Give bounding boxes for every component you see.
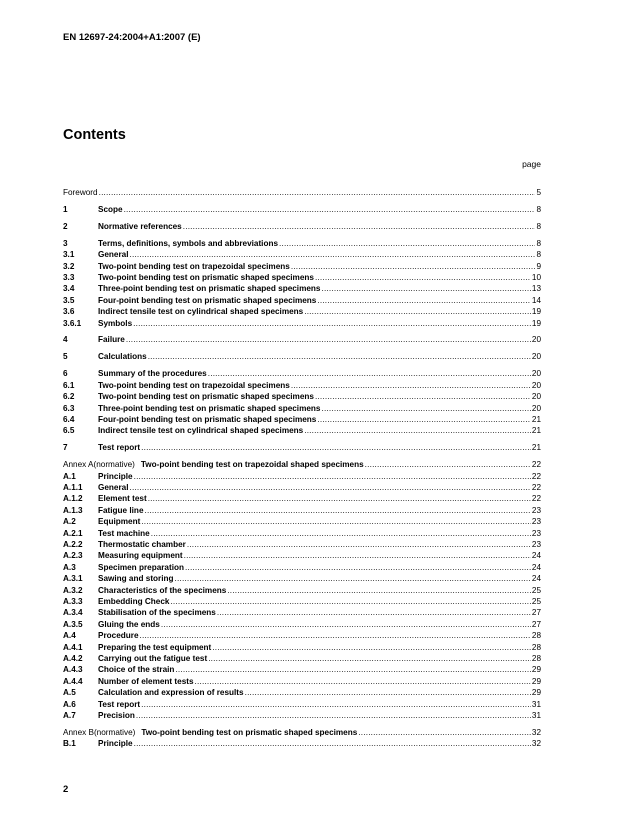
- toc-leader-dots: [245, 687, 531, 698]
- toc-entry[interactable]: [63, 607, 541, 618]
- toc-entry-title: Principle: [98, 739, 133, 749]
- toc-entry[interactable]: [63, 459, 541, 470]
- toc-entry-title: Indirect tensile test on cylindrical shaped specimens: [98, 307, 304, 317]
- toc-leader-dots: [291, 261, 536, 272]
- table-of-contents: [63, 187, 541, 750]
- toc-page-number: 9: [536, 261, 541, 271]
- page-number: 2: [63, 784, 69, 795]
- toc-page-number: 20: [531, 335, 541, 345]
- toc-entry[interactable]: [63, 482, 541, 493]
- toc-leader-dots: [141, 699, 531, 710]
- toc-page-number: 23: [531, 528, 541, 538]
- toc-entry-title: General: [98, 482, 129, 492]
- toc-entry-title: Failure: [98, 335, 125, 345]
- toc-entry-title: Procedure: [98, 631, 139, 641]
- toc-leader-dots: [217, 607, 531, 618]
- toc-entry[interactable]: [63, 528, 541, 539]
- toc-leader-dots: [291, 380, 531, 391]
- toc-entry-number: A.2.3: [63, 551, 83, 561]
- toc-entry[interactable]: [63, 391, 541, 402]
- toc-entry-number: A.7: [63, 711, 76, 721]
- toc-leader-dots: [279, 238, 535, 249]
- toc-page-number: 22: [531, 460, 541, 470]
- toc-entry-number: A.2.2: [63, 539, 83, 549]
- toc-entry[interactable]: [63, 585, 541, 596]
- toc-entry[interactable]: [63, 334, 541, 345]
- toc-entry-title: Three-point bending test on prismatic shaped specimens: [98, 403, 321, 413]
- toc-entry[interactable]: [63, 539, 541, 550]
- toc-page-number: 20: [531, 352, 541, 362]
- toc-leader-dots: [145, 505, 531, 516]
- toc-entry-title: Embedding Check: [98, 597, 170, 606]
- toc-entry[interactable]: [63, 187, 541, 198]
- toc-page-number: 22: [531, 482, 541, 492]
- toc-entry-number: 3.6.1: [63, 318, 82, 328]
- toc-page-number: 28: [531, 631, 541, 641]
- toc-leader-dots: [134, 738, 531, 749]
- toc-entry-number: 2: [63, 221, 68, 231]
- toc-leader-dots: [148, 493, 531, 504]
- toc-entry[interactable]: [63, 425, 541, 436]
- toc-entry-number: 5: [63, 352, 68, 362]
- toc-entry[interactable]: [63, 738, 541, 749]
- toc-page-number: 19: [531, 307, 541, 317]
- toc-page-number: 29: [531, 665, 541, 675]
- toc-leader-dots: [124, 204, 536, 215]
- toc-entry[interactable]: [63, 306, 541, 317]
- toc-page-number: 21: [531, 426, 541, 436]
- toc-entry[interactable]: [63, 471, 541, 482]
- toc-entry-number: A.4.1: [63, 642, 83, 652]
- toc-page-number: 31: [531, 699, 541, 709]
- toc-page-number: 20: [531, 380, 541, 390]
- toc-leader-dots: [175, 573, 531, 584]
- toc-entry-title: Measuring equipment: [98, 551, 183, 561]
- toc-entry-number: A.1: [63, 471, 76, 481]
- toc-entry-title: Two-point bending test on trapezoidal specimens: [98, 380, 290, 390]
- toc-entry-number: A.3.5: [63, 619, 83, 629]
- toc-entry[interactable]: [63, 272, 541, 283]
- toc-entry-title: Calculation and expression of results: [98, 688, 244, 698]
- toc-entry-title: Choice of the strain: [98, 665, 175, 675]
- toc-leader-dots: [304, 425, 531, 436]
- toc-page-number: 29: [531, 676, 541, 686]
- toc-entry-title: Fatigue line: [98, 505, 144, 515]
- toc-leader-dots: [208, 368, 531, 379]
- toc-entry-title: Test report: [98, 443, 141, 453]
- toc-entry-number: 6: [63, 369, 68, 379]
- toc-entry-title: Scope: [98, 204, 123, 214]
- toc-entry-title: Gluing the ends: [98, 619, 160, 629]
- toc-entry-title: Three-point bending test on prismatic shaped specimens: [98, 284, 321, 294]
- toc-entry-title: Calculations: [98, 352, 147, 362]
- toc-entry-number: 3.6: [63, 307, 75, 317]
- toc-page-number: 19: [531, 318, 541, 328]
- toc-entry[interactable]: [63, 619, 541, 630]
- document-header: EN 12697-24:2004+A1:2007 (E): [63, 32, 201, 43]
- toc-entry-number: A.1.1: [63, 482, 83, 492]
- toc-entry-title: Foreword: [63, 188, 98, 197]
- toc-leader-dots: [126, 334, 531, 345]
- toc-entry-title: Precision: [98, 711, 135, 721]
- toc-leader-dots: [183, 221, 536, 232]
- toc-leader-dots: [321, 403, 530, 414]
- toc-leader-dots: [161, 619, 531, 630]
- toc-leader-dots: [130, 482, 531, 493]
- toc-leader-dots: [151, 528, 531, 539]
- toc-entry-number: B.1: [63, 739, 76, 749]
- toc-leader-dots: [175, 664, 530, 675]
- toc-entry-number: 6.5: [63, 426, 75, 436]
- toc-page-number: 24: [531, 551, 541, 561]
- toc-entry-title: Preparing the test equipment: [98, 642, 212, 652]
- toc-leader-dots: [321, 283, 530, 294]
- toc-entry[interactable]: [63, 295, 541, 306]
- toc-entry-number: A.6: [63, 699, 76, 709]
- toc-entry-number: 3.4: [63, 284, 75, 294]
- toc-entry-title: Element test: [98, 494, 147, 504]
- page-title: Contents: [63, 127, 126, 143]
- toc-page-number: 23: [531, 517, 541, 527]
- toc-leader-dots: [184, 550, 531, 561]
- toc-page-number: 10: [531, 272, 541, 282]
- toc-page-number: 29: [531, 688, 541, 698]
- toc-entry-number: 4: [63, 335, 68, 345]
- toc-entry-title: Terms, definitions, symbols and abbreviations: [98, 238, 279, 248]
- toc-entry-title: Sawing and storing: [98, 574, 174, 584]
- toc-entry[interactable]: [63, 573, 541, 584]
- toc-entry[interactable]: [63, 562, 541, 573]
- toc-leader-dots: [317, 295, 531, 306]
- toc-entry[interactable]: [63, 249, 541, 260]
- toc-entry-title: Specimen preparation: [98, 562, 184, 572]
- toc-page-number: 22: [531, 471, 541, 481]
- toc-page-number: 32: [531, 727, 541, 737]
- toc-page-number: 21: [531, 443, 541, 453]
- toc-entry[interactable]: [63, 505, 541, 516]
- toc-entry-number: 6.2: [63, 392, 75, 402]
- toc-page-number: 24: [531, 562, 541, 572]
- toc-entry-title: General: [98, 250, 129, 260]
- toc-leader-dots: [358, 727, 531, 738]
- toc-entry-title: Stabilisation of the specimens: [98, 608, 216, 618]
- toc-entry-title: Normative references: [98, 221, 182, 231]
- toc-entry-number: A.4.4: [63, 676, 83, 686]
- toc-entry-title: Four-point bending test on prismatic shaped specimens: [98, 295, 317, 305]
- toc-leader-dots: [315, 272, 531, 283]
- toc-entry-number: 3.3: [63, 272, 75, 282]
- toc-entry-number: A.3.1: [63, 574, 83, 584]
- toc-entry-number: A.1.2: [63, 494, 83, 504]
- toc-entry-number: A.3.4: [63, 608, 83, 618]
- toc-entry-number: 3.2: [63, 261, 75, 271]
- toc-page-number: 31: [531, 711, 541, 721]
- toc-page-number: 20: [531, 392, 541, 402]
- toc-entry-title: Thermostatic chamber: [98, 539, 186, 549]
- toc-entry-title: Two-point bending test on trapezoidal shaped specimens: [140, 460, 364, 470]
- toc-leader-dots: [317, 414, 531, 425]
- toc-entry-number: A.3.2: [63, 585, 83, 595]
- toc-page-number: 28: [531, 642, 541, 652]
- toc-entry-number: A.4: [63, 631, 76, 641]
- toc-page-number: 22: [531, 494, 541, 504]
- toc-leader-dots: [130, 249, 536, 260]
- toc-entry-title: Summary of the procedures: [98, 369, 207, 379]
- toc-entry-title: Principle: [98, 471, 133, 481]
- toc-page-number: 8: [536, 238, 541, 248]
- toc-leader-dots: [148, 351, 531, 362]
- toc-leader-dots: [141, 442, 531, 453]
- toc-page-number: 8: [536, 221, 541, 231]
- toc-entry[interactable]: [63, 283, 541, 294]
- toc-entry[interactable]: [63, 516, 541, 527]
- toc-page-number: 27: [531, 608, 541, 618]
- toc-entry-title: Two-point bending test on prismatic shaped specimens: [98, 392, 314, 402]
- toc-entry[interactable]: [63, 630, 541, 641]
- toc-entry-title: Test report: [98, 699, 141, 709]
- toc-entry[interactable]: [63, 318, 541, 329]
- toc-page-number: 8: [536, 250, 541, 260]
- toc-entry-number: A.1.3: [63, 505, 83, 515]
- toc-page-number: 28: [531, 654, 541, 664]
- toc-page-number: 23: [531, 505, 541, 515]
- toc-entry-number: 6.3: [63, 403, 75, 413]
- toc-page-number: 32: [531, 739, 541, 749]
- toc-entry-number: 7: [63, 443, 68, 453]
- toc-entry[interactable]: [63, 351, 541, 362]
- toc-page-number: 20: [531, 369, 541, 379]
- toc-entry-number: 3.1: [63, 250, 75, 260]
- toc-leader-dots: [133, 318, 531, 329]
- toc-entry[interactable]: [63, 368, 541, 379]
- toc-entry-title: Two-point bending test on prismatic shaped specimens: [141, 727, 358, 737]
- toc-leader-dots: [195, 676, 531, 687]
- toc-leader-dots: [140, 630, 531, 641]
- toc-page-number: 20: [531, 403, 541, 413]
- toc-entry-number: A.2: [63, 517, 76, 527]
- toc-entry[interactable]: [63, 414, 541, 425]
- toc-entry-title: Test machine: [98, 528, 150, 538]
- toc-entry[interactable]: [63, 687, 541, 698]
- toc-annex-type: (normative): [93, 460, 135, 470]
- toc-entry-title: Characteristics of the specimens: [98, 585, 227, 595]
- toc-entry[interactable]: [63, 664, 541, 675]
- toc-entry-title: Carrying out the fatigue test: [98, 654, 208, 664]
- toc-page-number: 25: [531, 597, 541, 606]
- toc-entry-title: Two-point bending test on trapezoidal specimens: [98, 261, 290, 271]
- toc-page-number: 23: [531, 539, 541, 549]
- toc-entry[interactable]: [63, 676, 541, 687]
- toc-entry-title: Four-point bending test on prismatic shaped specimens: [98, 414, 317, 424]
- toc-page-number: 24: [531, 574, 541, 584]
- toc-page-number: 8: [536, 204, 541, 214]
- toc-entry[interactable]: [63, 221, 541, 232]
- toc-page-number: 13: [531, 284, 541, 294]
- toc-annex-label: Annex B: [63, 727, 94, 737]
- toc-leader-dots: [141, 516, 531, 527]
- toc-leader-dots: [170, 596, 530, 607]
- toc-entry-number: 6.4: [63, 414, 75, 424]
- toc-entry[interactable]: [63, 238, 541, 249]
- toc-entry[interactable]: [63, 699, 541, 710]
- toc-entry-number: A.5: [63, 688, 76, 698]
- toc-entry-title: Indirect tensile test on cylindrical shaped specimens: [98, 426, 304, 436]
- toc-entry-title: Symbols: [98, 318, 133, 328]
- toc-leader-dots: [136, 710, 531, 721]
- toc-leader-dots: [365, 459, 531, 470]
- toc-entry[interactable]: [63, 710, 541, 721]
- toc-entry-number: 6.1: [63, 380, 75, 390]
- toc-entry-number: 3.5: [63, 295, 75, 305]
- toc-page-number: 27: [531, 619, 541, 629]
- toc-leader-dots: [99, 187, 536, 198]
- toc-entry[interactable]: [63, 261, 541, 272]
- toc-entry-title: Number of element tests: [98, 676, 194, 686]
- toc-entry[interactable]: [63, 204, 541, 215]
- toc-entry-title: Equipment: [98, 517, 141, 527]
- toc-annex-label: Annex A: [63, 460, 94, 470]
- toc-page-number: 25: [531, 585, 541, 595]
- toc-entry-number: A.4.3: [63, 665, 83, 675]
- toc-entry[interactable]: [63, 642, 541, 653]
- toc-page-number: 5: [536, 188, 541, 197]
- toc-leader-dots: [187, 539, 531, 550]
- toc-entry[interactable]: [63, 550, 541, 561]
- toc-entry-number: A.2.1: [63, 528, 83, 538]
- toc-leader-dots: [315, 391, 531, 402]
- toc-entry-number: A.4.2: [63, 654, 83, 664]
- toc-entry[interactable]: [63, 442, 541, 453]
- toc-leader-dots: [185, 562, 531, 573]
- toc-leader-dots: [304, 306, 531, 317]
- toc-entry-number: A.3.3: [63, 597, 83, 606]
- toc-page-number: 21: [531, 414, 541, 424]
- toc-entry[interactable]: [63, 493, 541, 504]
- toc-entry[interactable]: [63, 403, 541, 414]
- page-column-label: page: [522, 159, 541, 169]
- toc-entry-number: A.3: [63, 562, 76, 572]
- toc-entry[interactable]: [63, 653, 541, 664]
- toc-entry[interactable]: [63, 380, 541, 391]
- toc-entry[interactable]: [63, 596, 541, 607]
- toc-page-number: 14: [531, 295, 541, 305]
- toc-annex-type: (normative): [93, 727, 136, 737]
- toc-entry-number: 3: [63, 238, 68, 248]
- toc-entry-title: Two-point bending test on prismatic shaped specimens: [98, 272, 314, 282]
- toc-leader-dots: [134, 471, 531, 482]
- toc-entry[interactable]: [63, 727, 541, 738]
- toc-leader-dots: [208, 653, 531, 664]
- toc-leader-dots: [227, 585, 531, 596]
- toc-leader-dots: [212, 642, 531, 653]
- toc-entry-number: 1: [63, 204, 68, 214]
